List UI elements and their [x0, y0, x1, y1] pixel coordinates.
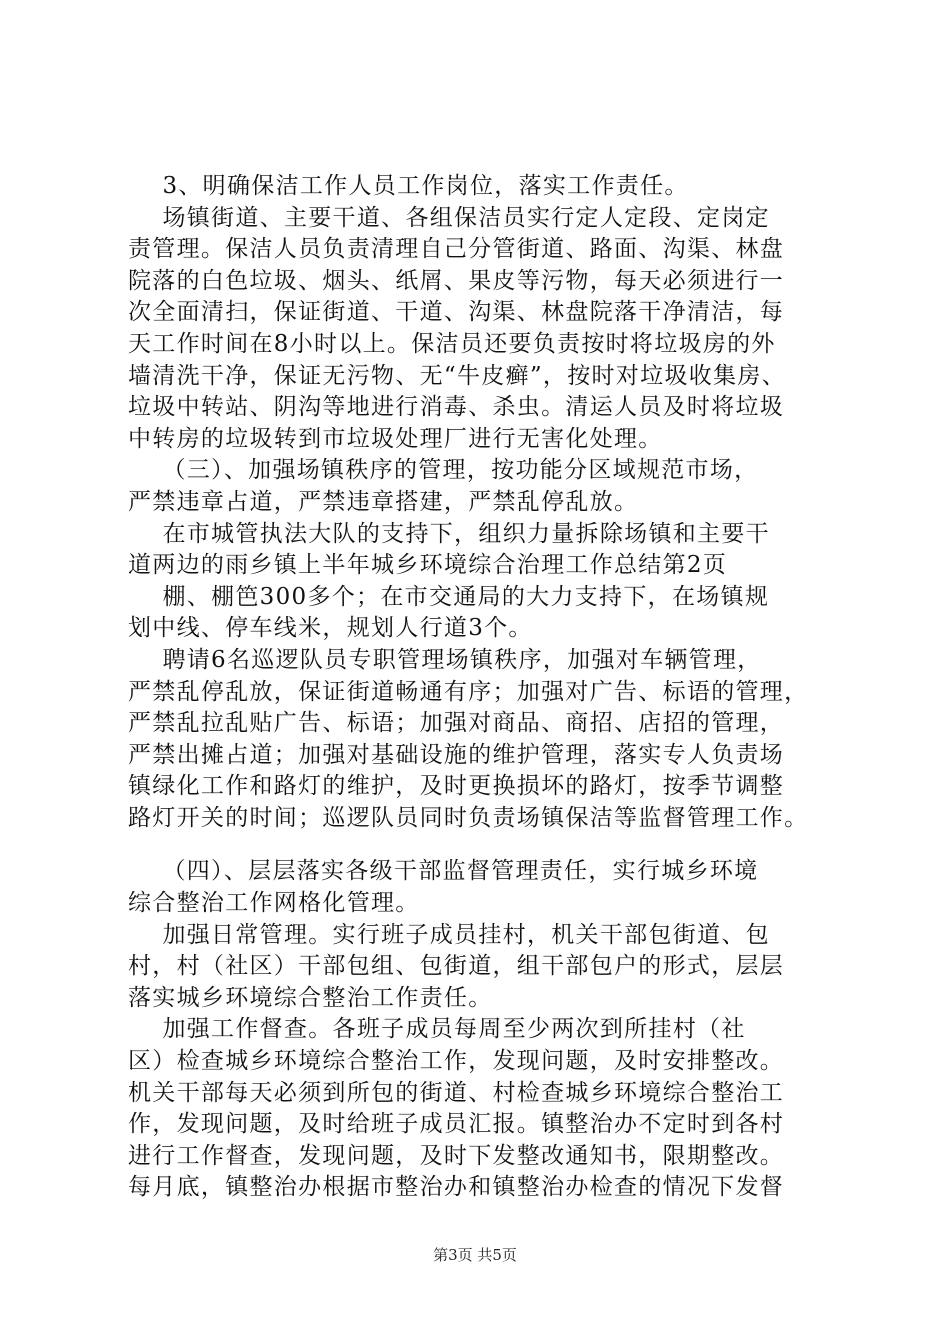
text-line: 聘请6名巡逻队员专职管理场镇秩序，加强对车辆管理，: [128, 646, 762, 673]
document-body: [128, 171, 848, 1204]
text-line: 区）检查城乡环境综合整治工作，发现问题，及时安排整改。: [128, 1048, 785, 1075]
text-line: （三）、加强场镇秩序的管理，按功能分区域规范市场，: [128, 457, 759, 484]
text-line: 路灯开关的时间；巡逻队员同时负责场镇保洁等监督管理工作。: [128, 804, 809, 831]
text-line: 严禁乱停乱放，保证街道畅通有序；加强对广告、标语的管理，: [128, 678, 809, 705]
paragraph-gap: [128, 834, 848, 856]
text-line: 3、明确保洁工作人员工作岗位，落实工作责任。: [128, 173, 689, 199]
text-line: 道两边的雨乡镇上半年城乡环境综合治理工作总结第2页: [128, 552, 728, 579]
text-line: 场镇街道、主要干道、各组保洁员实行定人定段、定岗定: [128, 204, 770, 231]
text-line: 加强工作督查。各班子成员每周至少两次到所挂村（社: [128, 1016, 746, 1043]
text-line: 作，发现问题，及时给班子成员汇报。镇整治办不定时到各村: [128, 1111, 785, 1138]
text-line: 棚、棚笆300多个；在市交通局的大力支持下，在场镇规: [128, 583, 770, 610]
text-line: 严禁乱拉乱贴广告、标语；加强对商品、商招、店招的管理，: [128, 710, 785, 737]
text-line: 责管理。保洁人员负责清理自己分管街道、路面、沟渠、林盘: [128, 236, 785, 263]
text-line: 天工作时间在8小时以上。保洁员还要负责按时将垃圾房的外: [128, 330, 776, 357]
text-line: 划中线、停车线米，规划人行道3个。: [128, 615, 533, 642]
text-line: 机关干部每天必须到所包的街道、村检查城乡环境综合整治工: [128, 1079, 785, 1106]
text-line: 综合整治工作网格化管理。: [128, 890, 420, 917]
text-line: 严禁违章占道，严禁违章搭建，严禁乱停乱放。: [128, 488, 639, 515]
text-line: 次全面清扫，保证街道、干道、沟渠、林盘院落干净清洁，每: [128, 299, 785, 326]
text-line: （四）、层层落实各级干部监督管理责任，实行城乡环境: [128, 858, 759, 885]
text-line: 严禁出摊占道；加强对基础设施的维护管理，落实专人负责场: [128, 741, 785, 768]
text-line: 院落的白色垃圾、烟头、纸屑、果皮等污物，每天必须进行一: [128, 267, 785, 294]
text-line: 加强日常管理。实行班子成员挂村，机关干部包街道、包: [128, 921, 770, 948]
page-number-footer: 第3页 共5页: [433, 1246, 517, 1264]
text-line: 落实城乡环境综合整治工作责任。: [128, 984, 493, 1011]
text-line: 墙清洗干净，保证无污物、无“牛皮癣”，按时对垃圾收集房、: [128, 362, 786, 389]
text-line: 镇绿化工作和路灯的维护，及时更换损坏的路灯，按季节调整: [128, 773, 785, 800]
text-line: 村，村（社区）干部包组、包街道，组干部包户的形式，层层: [128, 953, 785, 980]
text-line: 在市城管执法大队的支持下，组织力量拆除场镇和主要干: [128, 520, 770, 547]
text-line: 垃圾中转站、阴沟等地进行消毒、杀虫。清运人员及时将垃圾: [128, 394, 785, 421]
text-line: 进行工作督查，发现问题，及时下发整改通知书，限期整改。: [128, 1142, 785, 1169]
text-line: 每月底，镇整治办根据市整治办和镇整治办检查的情况下发督: [128, 1174, 785, 1201]
text-line: 中转房的垃圾转到市垃圾处理厂进行无害化处理。: [128, 425, 663, 452]
